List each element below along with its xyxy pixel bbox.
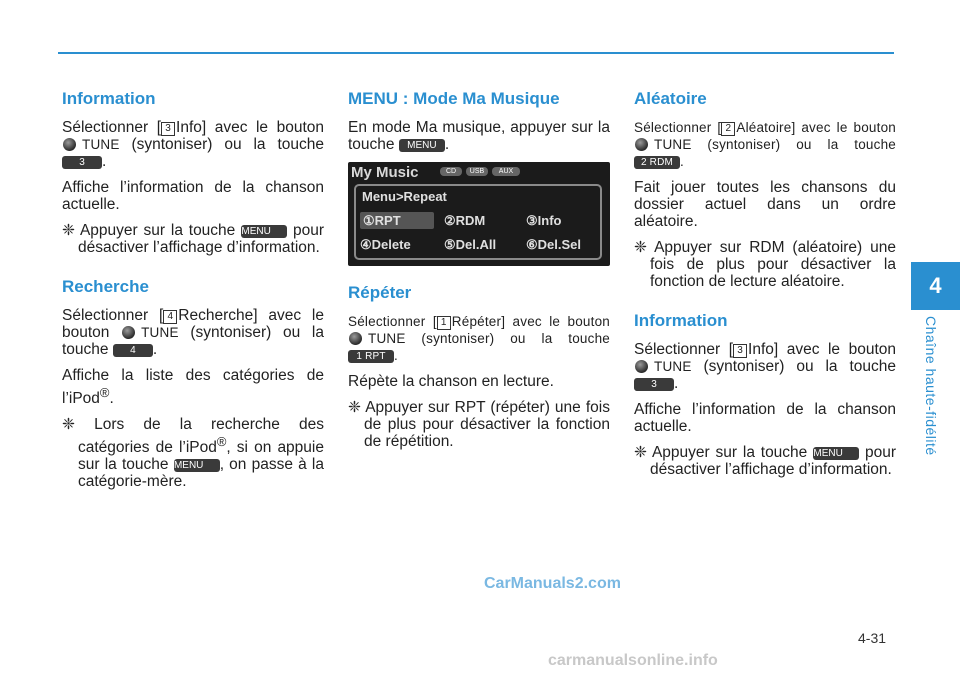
text: Affiche la liste des catégories de l’iPod: [62, 367, 324, 408]
text: Sélectionner [: [634, 341, 734, 358]
text: Info] avec le bouton: [176, 119, 324, 136]
info-instruction: [634, 341, 896, 392]
text: Recherche] avec le bouton: [62, 307, 324, 341]
text: ❈ Appuyer sur la touche: [62, 222, 236, 239]
search-note: [62, 416, 324, 490]
registered-mark: ®: [99, 385, 110, 400]
text: (syntoniser) ou la touche: [703, 358, 896, 375]
key-4-icon: 4: [113, 344, 153, 357]
text: .: [102, 153, 107, 170]
screen-menu-item: ④Delete: [360, 237, 411, 252]
screen-menu-item: ③Info: [526, 213, 562, 228]
info-instruction: [62, 119, 324, 170]
text: Aléatoire] avec le bouton: [736, 120, 896, 135]
aux-icon: AUX: [492, 167, 520, 176]
number-box-icon: 3: [733, 344, 747, 358]
screen-menu-item: ⑤Del.All: [444, 237, 497, 252]
column-middle: [348, 90, 610, 459]
number-box-icon: 4: [163, 310, 177, 324]
search-description: [62, 367, 324, 407]
watermark-carmanualsonline[interactable]: carmanualsonline.info: [548, 652, 718, 669]
text: Répéter] avec le bouton: [451, 314, 610, 329]
number-box-icon: 1: [437, 316, 451, 330]
section-title-information: Information: [62, 89, 156, 108]
section-title-recherche: Recherche: [62, 277, 149, 296]
random-note: ❈ Appuyer sur RDM (aléatoire) une fois de plus pour désactiver la fonction de lecture aléatoire.: [634, 239, 896, 290]
info-note: [634, 444, 896, 478]
text: Sélectionner [: [634, 120, 722, 135]
text: .: [680, 154, 684, 169]
watermark-carmanuals2[interactable]: CarManuals2.com: [484, 575, 621, 592]
text: Info] avec le bouton: [748, 341, 896, 358]
info-description: Affiche l’information de la chanson actuelle.: [62, 179, 324, 213]
screen-menu-item: ①RPT: [360, 212, 434, 229]
text: Sélectionner [: [62, 119, 162, 136]
text: ❈ Appuyer sur la touche: [634, 444, 808, 461]
text: , on passe à la catégorie-mère.: [78, 456, 324, 491]
text: Sélectionner [: [62, 307, 164, 324]
screen-menu-item: ⑥Del.Sel: [526, 237, 582, 252]
tune-knob-icon: [63, 138, 76, 151]
screen-menu-item: ②RDM: [444, 213, 486, 228]
search-instruction: [62, 307, 324, 358]
text: pour désactiver l’affichage d’information.: [650, 444, 896, 478]
key-3-icon: 3: [634, 378, 674, 391]
repeat-instruction: [348, 313, 610, 364]
text: En mode Ma musique, appuyer sur la touche: [348, 119, 610, 153]
text: .: [394, 348, 398, 363]
text: pour désactiver l’affichage d’information.: [78, 222, 324, 256]
menu-instruction: [348, 119, 610, 153]
screen-title: My Music: [351, 164, 419, 181]
repeat-note: ❈ Appuyer sur RPT (répéter) une fois de plus pour désactiver la fonction de répétition.: [348, 399, 610, 450]
section-title-repeter: Répéter: [348, 283, 412, 302]
section-title-menu: MENU : Mode Ma Musique: [348, 89, 560, 108]
key-3-icon: 3: [62, 156, 102, 169]
random-description: Fait jouer toutes les chansons du dossier actuel dans un ordre aléatoire.: [634, 179, 896, 230]
text: (syntoniser) ou la touche: [131, 136, 324, 153]
text: Sélectionner [: [348, 314, 437, 329]
number-box-icon: 2: [721, 122, 735, 136]
column-right: [634, 90, 896, 487]
chapter-tab: 4: [911, 262, 960, 310]
random-instruction: [634, 119, 896, 170]
section-title-aleatoire: Aléatoire: [634, 89, 707, 108]
tune-knob-icon: [635, 360, 648, 373]
text: , si on appuie sur la touche: [78, 439, 324, 474]
section-title-information: Information: [634, 311, 728, 330]
cd-icon: CD: [440, 167, 462, 176]
chapter-label: Chaîne haute-fidélité: [923, 316, 939, 456]
tune-knob-icon: [349, 332, 362, 345]
text: TUNE: [141, 325, 179, 340]
my-music-screen-image: [348, 162, 610, 266]
menu-key-icon: MENU: [813, 447, 859, 460]
info-note: [62, 222, 324, 256]
registered-mark: ®: [216, 434, 227, 450]
rdm-key-icon: 2 RDM: [634, 156, 680, 169]
text: .: [444, 136, 450, 153]
tune-knob-icon: [122, 326, 135, 339]
text: (syntoniser) ou la touche: [62, 324, 324, 358]
repeat-description: Répète la chanson en lecture.: [348, 373, 554, 390]
menu-key-icon: MENU: [174, 459, 220, 472]
text: TUNE: [82, 137, 120, 152]
text: .: [109, 390, 114, 408]
text: ❈ Lors de la recherche des catégories de l’iPod: [62, 416, 324, 457]
tune-knob-icon: [635, 138, 648, 151]
rpt-key-icon: 1 RPT: [348, 350, 394, 363]
number-box-icon: 3: [161, 122, 175, 136]
top-rule: [58, 52, 894, 54]
text: .: [152, 341, 158, 358]
screen-menu-box: [354, 184, 602, 260]
text: TUNE (syntoniser) ou la touche: [368, 331, 610, 346]
usb-icon: USB: [466, 167, 488, 176]
text: TUNE: [654, 359, 692, 374]
info-description: Affiche l’information de la chanson actuelle.: [634, 401, 896, 435]
menu-key-icon: MENU: [241, 225, 287, 238]
text: .: [674, 375, 679, 392]
text: TUNE (syntoniser) ou la touche: [654, 137, 896, 152]
page-number: 4-31: [858, 630, 887, 646]
column-left: [62, 90, 324, 499]
screen-menu-title: Menu>Repeat: [362, 189, 447, 204]
menu-key-icon: MENU: [399, 139, 445, 152]
